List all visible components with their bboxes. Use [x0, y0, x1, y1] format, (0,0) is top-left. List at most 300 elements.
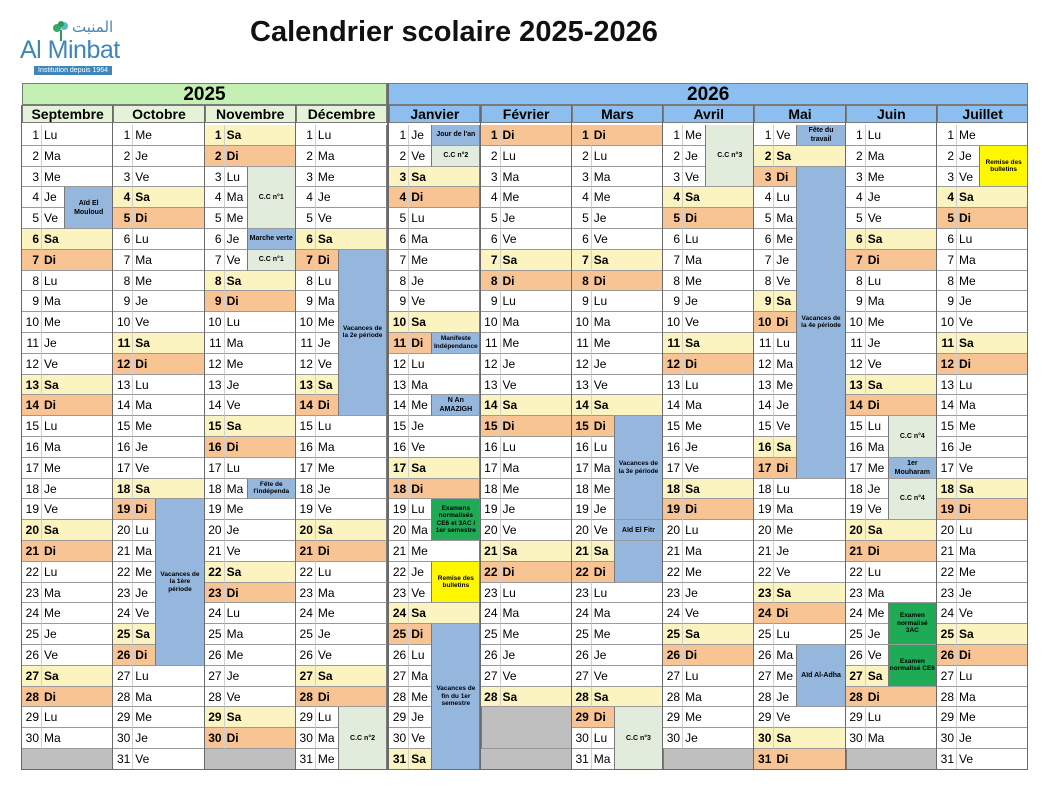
- day-number: 6: [754, 229, 774, 250]
- weekday-label: Di: [866, 250, 888, 271]
- weekday-label: Ve: [774, 271, 796, 292]
- day-number: 4: [205, 187, 225, 208]
- event-cell: [523, 645, 572, 666]
- month-header-décembre: Décembre: [296, 105, 387, 123]
- event-cell: [705, 416, 754, 437]
- event-cell: [247, 624, 296, 645]
- day-number: 30: [663, 728, 683, 749]
- event-cell: [796, 707, 845, 728]
- event-cell: [64, 395, 113, 416]
- day-number: 17: [754, 458, 774, 479]
- event-cell: [979, 645, 1028, 666]
- event-cell: [64, 645, 113, 666]
- weekday-label: Lu: [957, 666, 979, 687]
- day-number: 23: [754, 583, 774, 604]
- day-number: 28: [937, 687, 957, 708]
- event-cell: [979, 520, 1028, 541]
- weekday-label: Ve: [957, 167, 979, 188]
- event-cell: [155, 354, 204, 375]
- event-cell: [247, 562, 296, 583]
- event-cell: [979, 687, 1028, 708]
- day-number: 20: [572, 520, 592, 541]
- weekday-label: Di: [683, 499, 705, 520]
- day-number: 15: [481, 416, 501, 437]
- event-cell: [979, 666, 1028, 687]
- day-number: 17: [937, 458, 957, 479]
- event-cell: [247, 645, 296, 666]
- weekday-label: Je: [683, 291, 705, 312]
- weekday-label: Lu: [42, 562, 64, 583]
- day-number: 18: [481, 479, 501, 500]
- weekday-label: Me: [133, 416, 155, 437]
- weekday-label: Me: [683, 707, 705, 728]
- day-number: 16: [846, 437, 866, 458]
- weekday-label: Lu: [133, 229, 155, 250]
- day-number: 7: [296, 250, 316, 271]
- event-cell: [523, 583, 572, 604]
- weekday-label: Ve: [866, 354, 888, 375]
- day-number: 27: [481, 666, 501, 687]
- weekday-label: Me: [316, 167, 338, 188]
- day-number: 28: [754, 687, 774, 708]
- day-number: 12: [389, 354, 409, 375]
- year-2025-band: 2025: [22, 83, 387, 105]
- weekday-label: Sa: [774, 291, 796, 312]
- weekday-label: Sa: [409, 458, 431, 479]
- weekday-label: Lu: [866, 562, 888, 583]
- weekday-label: Ve: [225, 250, 247, 271]
- event-cell: [338, 167, 387, 188]
- event-cell: [155, 271, 204, 292]
- weekday-label: Ma: [409, 666, 431, 687]
- weekday-label: Lu: [225, 603, 247, 624]
- weekday-label: Ve: [592, 666, 614, 687]
- day-number: 7: [754, 250, 774, 271]
- day-number: 6: [296, 229, 316, 250]
- day-number: 17: [205, 458, 225, 479]
- day-number: 25: [572, 624, 592, 645]
- day-number: 19: [389, 499, 409, 520]
- weekday-label: Sa: [957, 624, 979, 645]
- weekday-label: Di: [866, 395, 888, 416]
- weekday-label: Je: [683, 146, 705, 167]
- day-number: 9: [663, 291, 683, 312]
- event-cell: [705, 645, 754, 666]
- day-number: 22: [846, 562, 866, 583]
- day-number: 13: [937, 375, 957, 396]
- event-cell: [64, 333, 113, 354]
- weekday-label: Sa: [133, 333, 155, 354]
- event-holiday: 1er Mouharam: [888, 458, 937, 479]
- event-cell: [247, 312, 296, 333]
- weekday-label: Di: [501, 125, 523, 146]
- event-holiday: Aïd El Fitr: [614, 520, 663, 541]
- month-header-novembre: Novembre: [205, 105, 296, 123]
- month-separator: [295, 105, 296, 770]
- weekday-label: Sa: [866, 666, 888, 687]
- event-cell: [431, 312, 480, 333]
- weekday-label: Ve: [683, 312, 705, 333]
- event-cell: [247, 354, 296, 375]
- weekday-label: Ma: [957, 395, 979, 416]
- day-number: 20: [22, 520, 42, 541]
- event-cell: [523, 229, 572, 250]
- event-cell: [64, 728, 113, 749]
- weekday-label: Sa: [683, 479, 705, 500]
- day-number: 7: [22, 250, 42, 271]
- weekday-label: Me: [316, 458, 338, 479]
- weekday-label: Ma: [866, 583, 888, 604]
- weekday-label: Je: [225, 520, 247, 541]
- event-cell: [979, 291, 1028, 312]
- weekday-label: Di: [42, 541, 64, 562]
- weekday-label: Je: [225, 229, 247, 250]
- event-cell: [796, 728, 845, 749]
- event-cell: [523, 395, 572, 416]
- event-cell: [64, 624, 113, 645]
- event-cell: [431, 354, 480, 375]
- weekday-label: Je: [957, 146, 979, 167]
- weekday-label: Lu: [866, 271, 888, 292]
- day-number: 7: [663, 250, 683, 271]
- event-cell: [155, 416, 204, 437]
- weekday-label: Lu: [225, 167, 247, 188]
- event-cell: [888, 541, 937, 562]
- day-number: 13: [754, 375, 774, 396]
- event-cell: [888, 312, 937, 333]
- weekday-label: Me: [683, 562, 705, 583]
- event-cell: [247, 603, 296, 624]
- event-cell: [705, 312, 754, 333]
- weekday-label: Sa: [957, 479, 979, 500]
- weekday-label: Ve: [133, 749, 155, 770]
- day-number: 24: [481, 603, 501, 624]
- day-number: 11: [754, 333, 774, 354]
- event-cell: [888, 271, 937, 292]
- event-cell: [979, 437, 1028, 458]
- day-number: 11: [205, 333, 225, 354]
- day-number: 28: [663, 687, 683, 708]
- day-number: 18: [663, 479, 683, 500]
- day-number: 30: [754, 728, 774, 749]
- event-cell: [431, 291, 480, 312]
- event-cell: [523, 666, 572, 687]
- day-number: 19: [754, 499, 774, 520]
- weekday-label: Ve: [866, 645, 888, 666]
- event-vacation: Vacances de la 4e période: [796, 167, 845, 479]
- event-cell: [705, 499, 754, 520]
- event-cell: [431, 229, 480, 250]
- day-number: 14: [205, 395, 225, 416]
- event-evaluation: C.C n°3: [705, 125, 754, 187]
- weekday-label: Ve: [133, 167, 155, 188]
- day-number: 24: [572, 603, 592, 624]
- day-number: 25: [754, 624, 774, 645]
- weekday-label: Je: [133, 583, 155, 604]
- event-cell: [796, 749, 845, 770]
- day-number: 15: [22, 416, 42, 437]
- day-number: 18: [22, 479, 42, 500]
- weekday-label: Di: [316, 395, 338, 416]
- logo-name: Al Minbat: [20, 36, 120, 64]
- weekday-label: Sa: [225, 271, 247, 292]
- weekday-label: Sa: [866, 520, 888, 541]
- month-separator: [936, 105, 937, 770]
- weekday-label: Sa: [133, 479, 155, 500]
- weekday-label: Di: [316, 541, 338, 562]
- day-number: 14: [22, 395, 42, 416]
- weekday-label: Sa: [592, 687, 614, 708]
- event-cell: [338, 208, 387, 229]
- day-number: 26: [846, 645, 866, 666]
- day-number: 27: [296, 666, 316, 687]
- weekday-label: Sa: [592, 395, 614, 416]
- weekday-label: Ve: [409, 437, 431, 458]
- day-number: 21: [754, 541, 774, 562]
- event-cell: [247, 541, 296, 562]
- weekday-label: Ve: [774, 416, 796, 437]
- weekday-label: Di: [592, 271, 614, 292]
- event-cell: [64, 229, 113, 250]
- day-number: 28: [113, 687, 133, 708]
- weekday-label: Ma: [592, 749, 614, 770]
- weekday-label: Ma: [957, 687, 979, 708]
- event-cell: [705, 562, 754, 583]
- weekday-label: Sa: [501, 250, 523, 271]
- event-holiday: Fête de l'indépenda: [247, 479, 296, 500]
- event-cell: [247, 291, 296, 312]
- day-number: 16: [22, 437, 42, 458]
- day-number: 16: [205, 437, 225, 458]
- weekday-label: Je: [225, 666, 247, 687]
- weekday-label: Me: [42, 603, 64, 624]
- day-number: 1: [572, 125, 592, 146]
- event-cell: [705, 707, 754, 728]
- day-number: 12: [296, 354, 316, 375]
- weekday-label: Lu: [866, 125, 888, 146]
- day-number: 14: [389, 395, 409, 416]
- day-number: 10: [389, 312, 409, 333]
- weekday-label: Me: [316, 603, 338, 624]
- weekday-label: Ma: [866, 146, 888, 167]
- weekday-label: Je: [592, 354, 614, 375]
- weekday-label: Je: [774, 250, 796, 271]
- weekday-label: Lu: [592, 437, 614, 458]
- day-number: 15: [572, 416, 592, 437]
- weekday-label: Sa: [957, 187, 979, 208]
- weekday-label: Lu: [133, 666, 155, 687]
- event-cell: [338, 499, 387, 520]
- event-cell: [979, 416, 1028, 437]
- day-number: 2: [663, 146, 683, 167]
- day-number: 6: [937, 229, 957, 250]
- day-number: 9: [113, 291, 133, 312]
- event-cell: [247, 520, 296, 541]
- weekday-label: Je: [957, 583, 979, 604]
- weekday-label: Di: [409, 333, 431, 354]
- event-cell: [523, 687, 572, 708]
- weekday-label: Me: [42, 312, 64, 333]
- weekday-label: Lu: [683, 520, 705, 541]
- weekday-label: Ma: [957, 250, 979, 271]
- day-number: 22: [663, 562, 683, 583]
- day-number: 31: [113, 749, 133, 770]
- event-cell: [338, 146, 387, 167]
- day-number: 19: [846, 499, 866, 520]
- event-cell: [979, 541, 1028, 562]
- weekday-label: Je: [316, 479, 338, 500]
- day-number: 20: [663, 520, 683, 541]
- day-number: 16: [296, 437, 316, 458]
- weekday-label: Di: [592, 707, 614, 728]
- day-number: 26: [113, 645, 133, 666]
- weekday-label: Ve: [774, 125, 796, 146]
- weekday-label: Me: [592, 333, 614, 354]
- weekday-label: Di: [42, 395, 64, 416]
- event-cell: [247, 395, 296, 416]
- event-cell: [64, 437, 113, 458]
- event-cell: [705, 333, 754, 354]
- event-cell: [247, 375, 296, 396]
- weekday-label: Sa: [774, 583, 796, 604]
- day-number: 2: [205, 146, 225, 167]
- day-number: 8: [481, 271, 501, 292]
- event-cell: [155, 250, 204, 271]
- event-cell: [796, 479, 845, 500]
- weekday-label: Ve: [409, 291, 431, 312]
- weekday-label: Ma: [316, 583, 338, 604]
- event-cell: [431, 187, 480, 208]
- day-number: 17: [22, 458, 42, 479]
- event-cell: [796, 520, 845, 541]
- event-vacation: Vacances de la 3e période: [614, 416, 663, 520]
- event-cell: [155, 666, 204, 687]
- weekday-label: Ve: [957, 749, 979, 770]
- event-cell: [523, 354, 572, 375]
- weekday-label: Lu: [774, 333, 796, 354]
- event-cell: [338, 437, 387, 458]
- day-number: 15: [296, 416, 316, 437]
- day-number: 25: [113, 624, 133, 645]
- day-number: 3: [572, 167, 592, 188]
- event-cell: [247, 666, 296, 687]
- weekday-label: Ve: [409, 146, 431, 167]
- event-cell: [338, 125, 387, 146]
- day-number: 23: [846, 583, 866, 604]
- weekday-label: Di: [592, 416, 614, 437]
- month-separator: [845, 105, 846, 770]
- day-number: 18: [389, 479, 409, 500]
- weekday-label: Je: [501, 354, 523, 375]
- day-number: 9: [205, 291, 225, 312]
- weekday-label: Je: [592, 208, 614, 229]
- day-number: 29: [22, 707, 42, 728]
- event-cell: [614, 395, 663, 416]
- day-number: 2: [572, 146, 592, 167]
- weekday-label: Di: [225, 583, 247, 604]
- day-number: 10: [296, 312, 316, 333]
- weekday-label: Je: [957, 291, 979, 312]
- day-number: 3: [389, 167, 409, 188]
- day-number: 24: [754, 603, 774, 624]
- day-number: 21: [572, 541, 592, 562]
- weekday-label: Ve: [316, 645, 338, 666]
- day-number: 26: [937, 645, 957, 666]
- event-cell: [247, 333, 296, 354]
- event-cell: [64, 291, 113, 312]
- day-number: 10: [754, 312, 774, 333]
- day-number: 22: [481, 562, 501, 583]
- day-number: 18: [205, 479, 225, 500]
- event-cell: [979, 749, 1028, 770]
- empty-day-cell: [205, 749, 296, 770]
- event-cell: [155, 479, 204, 500]
- day-number: 17: [113, 458, 133, 479]
- weekday-label: Sa: [42, 375, 64, 396]
- event-cell: [705, 541, 754, 562]
- event-cell: [888, 125, 937, 146]
- day-number: 5: [846, 208, 866, 229]
- weekday-label: Me: [409, 395, 431, 416]
- day-number: 1: [205, 125, 225, 146]
- weekday-label: Ma: [316, 146, 338, 167]
- day-number: 29: [846, 707, 866, 728]
- event-cell: [523, 520, 572, 541]
- event-cell: [979, 271, 1028, 292]
- event-cell: [64, 541, 113, 562]
- day-number: 12: [572, 354, 592, 375]
- weekday-label: Lu: [501, 146, 523, 167]
- weekday-label: Je: [866, 479, 888, 500]
- event-gray: [481, 707, 572, 749]
- weekday-label: Me: [225, 645, 247, 666]
- day-number: 24: [22, 603, 42, 624]
- event-cell: [523, 187, 572, 208]
- event-cell: [705, 187, 754, 208]
- weekday-label: Me: [133, 562, 155, 583]
- day-number: 29: [572, 707, 592, 728]
- weekday-label: Ma: [133, 395, 155, 416]
- weekday-label: Ve: [957, 458, 979, 479]
- weekday-label: Je: [42, 624, 64, 645]
- weekday-label: Ve: [409, 583, 431, 604]
- event-cell: [705, 520, 754, 541]
- month-separator: [21, 105, 22, 770]
- day-number: 15: [754, 416, 774, 437]
- event-cell: [979, 562, 1028, 583]
- event-cell: [155, 146, 204, 167]
- event-cell: [523, 312, 572, 333]
- weekday-label: Lu: [957, 520, 979, 541]
- weekday-label: Di: [42, 250, 64, 271]
- weekday-label: Me: [501, 624, 523, 645]
- event-cell: [614, 624, 663, 645]
- day-number: 19: [22, 499, 42, 520]
- day-number: 17: [296, 458, 316, 479]
- weekday-label: Lu: [774, 624, 796, 645]
- day-number: 3: [22, 167, 42, 188]
- day-number: 11: [22, 333, 42, 354]
- weekday-label: Ve: [316, 208, 338, 229]
- weekday-label: Di: [501, 562, 523, 583]
- event-exam: Examen normalisé 3AC: [888, 603, 937, 645]
- weekday-label: Je: [866, 624, 888, 645]
- logo-tagline: Institution depuis 1964: [34, 66, 112, 75]
- weekday-label: Lu: [683, 375, 705, 396]
- day-number: 24: [205, 603, 225, 624]
- event-cell: [155, 208, 204, 229]
- day-number: 19: [205, 499, 225, 520]
